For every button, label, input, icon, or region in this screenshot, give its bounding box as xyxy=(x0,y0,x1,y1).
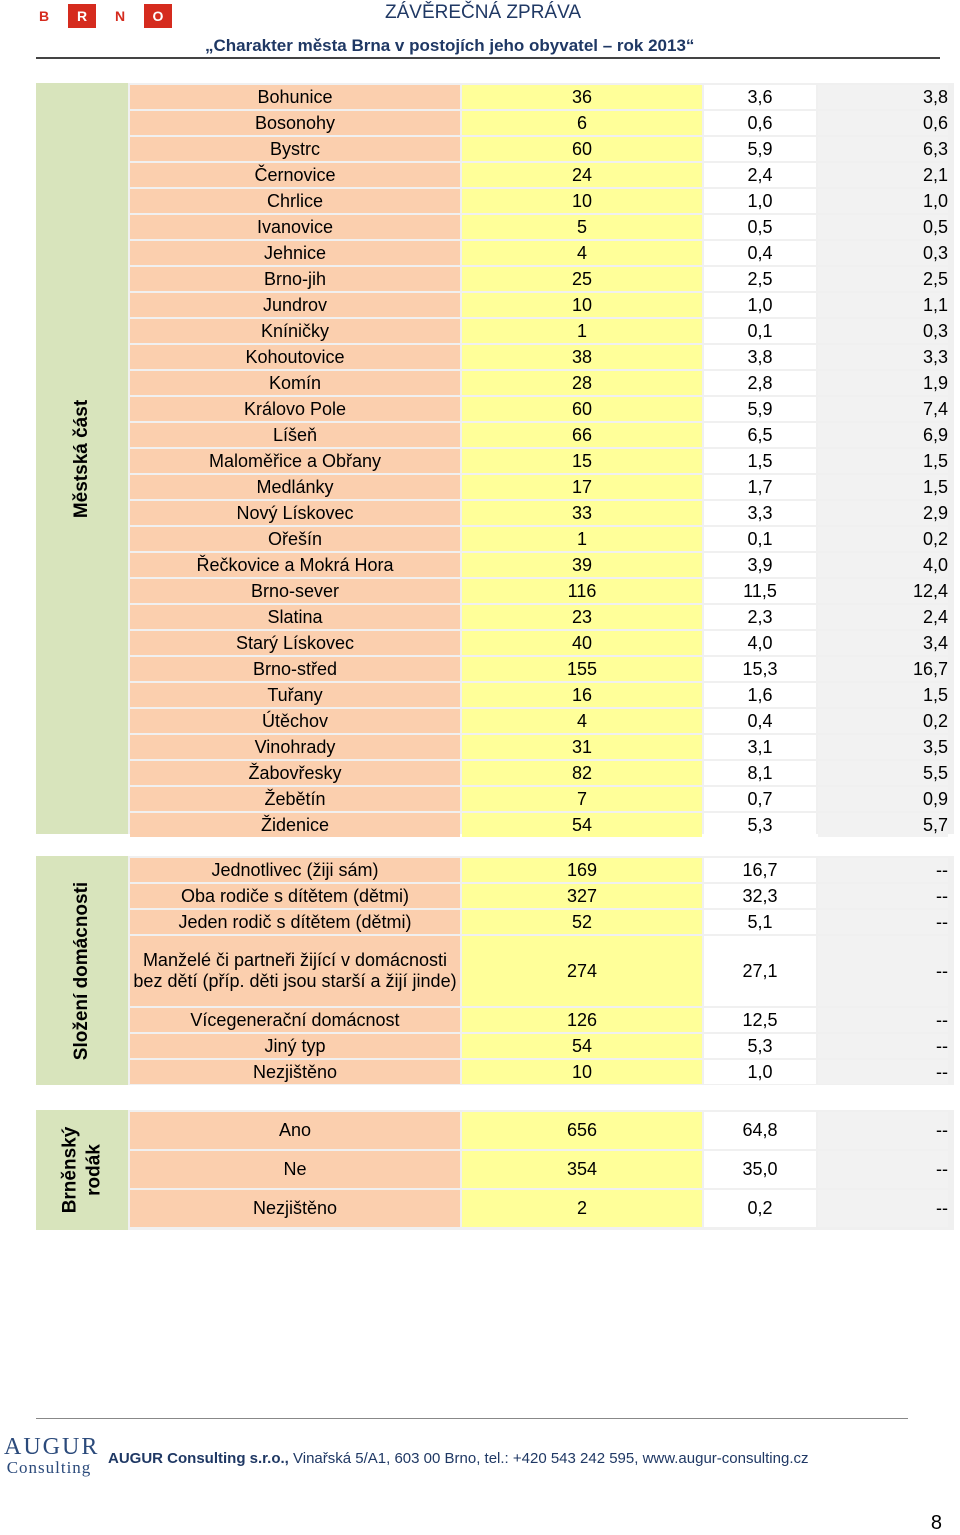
row-label: Kohoutovice xyxy=(130,345,460,369)
table-row xyxy=(130,137,948,161)
reference-value: 2,1 xyxy=(818,163,948,187)
percent-value: 1,7 xyxy=(704,475,816,499)
count-value: 60 xyxy=(462,137,702,161)
table-row xyxy=(130,163,948,187)
side-label-mestska-cast: Městská část xyxy=(71,399,93,518)
table-row xyxy=(130,241,948,265)
row-label: Chrlice xyxy=(130,189,460,213)
percent-value: 5,9 xyxy=(704,397,816,421)
row-label: Starý Lískovec xyxy=(130,631,460,655)
count-value: 16 xyxy=(462,683,702,707)
table-row xyxy=(130,761,948,785)
percent-value: 6,5 xyxy=(704,423,816,447)
percent-value: 0,5 xyxy=(704,215,816,239)
section-slozeni-domacnosti xyxy=(36,856,954,1085)
logo-letter-o: O xyxy=(144,4,172,28)
percent-value: 8,1 xyxy=(704,761,816,785)
table-row xyxy=(130,910,948,934)
table-row xyxy=(130,111,948,135)
count-value: 40 xyxy=(462,631,702,655)
reference-value: 16,7 xyxy=(818,657,948,681)
table-row xyxy=(130,579,948,603)
count-value: 10 xyxy=(462,189,702,213)
table-row xyxy=(130,605,948,629)
report-title: ZÁVĚREČNÁ ZPRÁVA xyxy=(385,2,582,23)
percent-value: 35,0 xyxy=(704,1151,816,1188)
table-row xyxy=(130,787,948,811)
count-value: 66 xyxy=(462,423,702,447)
percent-value: 2,4 xyxy=(704,163,816,187)
row-label: Ne xyxy=(130,1151,460,1188)
row-label: Slatina xyxy=(130,605,460,629)
count-value: 2 xyxy=(462,1190,702,1227)
count-value: 6 xyxy=(462,111,702,135)
percent-value: 2,8 xyxy=(704,371,816,395)
table-row xyxy=(130,813,948,837)
row-label: Vinohrady xyxy=(130,735,460,759)
percent-value: 1,0 xyxy=(704,189,816,213)
table-row xyxy=(130,319,948,343)
reference-value: -- xyxy=(818,910,948,934)
row-label: Oba rodiče s dítětem (dětmi) xyxy=(130,884,460,908)
side-label-brnensky-rodak: Brněnský rodák xyxy=(58,1126,104,1214)
row-label: Černovice xyxy=(130,163,460,187)
percent-value: 0,2 xyxy=(704,1190,816,1227)
table-row xyxy=(130,423,948,447)
percent-value: 1,0 xyxy=(704,1060,816,1084)
household-table xyxy=(128,856,950,1086)
percent-value: 27,1 xyxy=(704,936,816,1006)
reference-value: 0,5 xyxy=(818,215,948,239)
reference-value: 3,5 xyxy=(818,735,948,759)
reference-value: 1,5 xyxy=(818,475,948,499)
table-row xyxy=(130,189,948,213)
table-row xyxy=(130,553,948,577)
percent-value: 3,6 xyxy=(704,85,816,109)
reference-value: 2,9 xyxy=(818,501,948,525)
percent-value: 3,9 xyxy=(704,553,816,577)
row-label: Útěchov xyxy=(130,709,460,733)
row-label: Bosonohy xyxy=(130,111,460,135)
reference-value: 6,9 xyxy=(818,423,948,447)
row-label: Brno-sever xyxy=(130,579,460,603)
logo-letter-r: R xyxy=(68,4,96,28)
percent-value: 3,1 xyxy=(704,735,816,759)
count-value: 1 xyxy=(462,319,702,343)
count-value: 23 xyxy=(462,605,702,629)
section-brnensky-rodak xyxy=(36,1110,954,1230)
row-label: Ořešín xyxy=(130,527,460,551)
count-value: 354 xyxy=(462,1151,702,1188)
reference-value: 1,9 xyxy=(818,371,948,395)
percent-value: 0,6 xyxy=(704,111,816,135)
count-value: 4 xyxy=(462,709,702,733)
count-value: 28 xyxy=(462,371,702,395)
reference-value: -- xyxy=(818,936,948,1006)
footer-divider xyxy=(36,1418,908,1419)
reference-value: 2,5 xyxy=(818,267,948,291)
native-table xyxy=(128,1110,950,1229)
row-label: Brno-střed xyxy=(130,657,460,681)
percent-value: 3,3 xyxy=(704,501,816,525)
table-row xyxy=(130,1190,948,1227)
reference-value: 2,4 xyxy=(818,605,948,629)
side-label-slozeni-domacnosti: Složení domácnosti xyxy=(71,881,93,1060)
count-value: 24 xyxy=(462,163,702,187)
reference-value: 0,3 xyxy=(818,241,948,265)
table-row xyxy=(130,345,948,369)
table-row xyxy=(130,527,948,551)
percent-value: 0,1 xyxy=(704,319,816,343)
row-label: Maloměřice a Obřany xyxy=(130,449,460,473)
row-label: Bohunice xyxy=(130,85,460,109)
percent-value: 5,9 xyxy=(704,137,816,161)
table-row xyxy=(130,1060,948,1084)
reference-value: 0,2 xyxy=(818,527,948,551)
row-label: Bystrc xyxy=(130,137,460,161)
count-value: 4 xyxy=(462,241,702,265)
augur-logo: AUGUR Consulting xyxy=(4,1434,100,1477)
row-label: Nezjištěno xyxy=(130,1060,460,1084)
count-value: 38 xyxy=(462,345,702,369)
footer-address: Vinařská 5/A1, 603 00 Brno, tel.: +420 543 242 595, www.augur-consulting.cz xyxy=(288,1450,809,1467)
row-label: Královo Pole xyxy=(130,397,460,421)
percent-value: 5,1 xyxy=(704,910,816,934)
count-value: 5 xyxy=(462,215,702,239)
count-value: 656 xyxy=(462,1112,702,1149)
row-label: Komín xyxy=(130,371,460,395)
reference-value: 0,6 xyxy=(818,111,948,135)
reference-value: -- xyxy=(818,884,948,908)
count-value: 327 xyxy=(462,884,702,908)
table-row xyxy=(130,371,948,395)
table-row xyxy=(130,884,948,908)
count-value: 54 xyxy=(462,1034,702,1058)
reference-value: 12,4 xyxy=(818,579,948,603)
percent-value: 16,7 xyxy=(704,858,816,882)
row-label: Jundrov xyxy=(130,293,460,317)
percent-value: 5,3 xyxy=(704,813,816,837)
row-label: Manželé či partneři žijící v domácnosti bez dětí (příp. děti jsou starší a žijí jinde) xyxy=(130,936,460,1006)
row-label: Jeden rodič s dítětem (dětmi) xyxy=(130,910,460,934)
count-value: 126 xyxy=(462,1008,702,1032)
percent-value: 32,3 xyxy=(704,884,816,908)
reference-value: 0,3 xyxy=(818,319,948,343)
row-label: Žebětín xyxy=(130,787,460,811)
reference-value: 0,9 xyxy=(818,787,948,811)
percent-value: 0,7 xyxy=(704,787,816,811)
table-row xyxy=(130,858,948,882)
row-label: Vícegenerační domácnost xyxy=(130,1008,460,1032)
table-row xyxy=(130,85,948,109)
footer-contact xyxy=(108,1450,808,1467)
percent-value: 0,1 xyxy=(704,527,816,551)
table-row xyxy=(130,683,948,707)
percent-value: 1,5 xyxy=(704,449,816,473)
percent-value: 5,3 xyxy=(704,1034,816,1058)
row-label: Kníničky xyxy=(130,319,460,343)
reference-value: 1,5 xyxy=(818,449,948,473)
table-row xyxy=(130,1034,948,1058)
table-row xyxy=(130,1112,948,1149)
table-row xyxy=(130,397,948,421)
reference-value: -- xyxy=(818,1060,948,1084)
percent-value: 1,6 xyxy=(704,683,816,707)
reference-value: 3,4 xyxy=(818,631,948,655)
percent-value: 64,8 xyxy=(704,1112,816,1149)
report-subtitle: „Charakter města Brna v postojích jeho obyvatel – rok 2013“ xyxy=(205,36,695,55)
reference-value: -- xyxy=(818,1034,948,1058)
reference-value: 5,5 xyxy=(818,761,948,785)
row-label: Nezjištěno xyxy=(130,1190,460,1227)
table-row xyxy=(130,267,948,291)
reference-value: -- xyxy=(818,1112,948,1149)
table-row xyxy=(130,293,948,317)
row-label: Medlánky xyxy=(130,475,460,499)
reference-value: 3,3 xyxy=(818,345,948,369)
reference-value: 1,0 xyxy=(818,189,948,213)
count-value: 1 xyxy=(462,527,702,551)
percent-value: 4,0 xyxy=(704,631,816,655)
count-value: 54 xyxy=(462,813,702,837)
count-value: 25 xyxy=(462,267,702,291)
logo-letter-n: N xyxy=(106,4,134,28)
row-label: Tuřany xyxy=(130,683,460,707)
table-row xyxy=(130,657,948,681)
percent-value: 1,0 xyxy=(704,293,816,317)
brno-logo xyxy=(30,4,172,28)
percent-value: 0,4 xyxy=(704,241,816,265)
row-label: Řečkovice a Mokrá Hora xyxy=(130,553,460,577)
percent-value: 3,8 xyxy=(704,345,816,369)
reference-value: -- xyxy=(818,858,948,882)
count-value: 274 xyxy=(462,936,702,1006)
reference-value: 4,0 xyxy=(818,553,948,577)
count-value: 17 xyxy=(462,475,702,499)
count-value: 39 xyxy=(462,553,702,577)
row-label: Židenice xyxy=(130,813,460,837)
count-value: 33 xyxy=(462,501,702,525)
table-row xyxy=(130,501,948,525)
count-value: 10 xyxy=(462,1060,702,1084)
percent-value: 0,4 xyxy=(704,709,816,733)
row-label: Jehnice xyxy=(130,241,460,265)
row-label: Nový Lískovec xyxy=(130,501,460,525)
section-mestska-cast xyxy=(36,83,954,834)
count-value: 10 xyxy=(462,293,702,317)
count-value: 52 xyxy=(462,910,702,934)
row-label: Žabovřesky xyxy=(130,761,460,785)
reference-value: 1,5 xyxy=(818,683,948,707)
reference-value: 7,4 xyxy=(818,397,948,421)
table-row xyxy=(130,475,948,499)
count-value: 7 xyxy=(462,787,702,811)
footer-company: AUGUR Consulting s.r.o., xyxy=(108,1450,289,1467)
reference-value: -- xyxy=(818,1151,948,1188)
count-value: 31 xyxy=(462,735,702,759)
count-value: 82 xyxy=(462,761,702,785)
count-value: 60 xyxy=(462,397,702,421)
row-label: Jiný typ xyxy=(130,1034,460,1058)
reference-value: 6,3 xyxy=(818,137,948,161)
percent-value: 15,3 xyxy=(704,657,816,681)
percent-value: 12,5 xyxy=(704,1008,816,1032)
reference-value: -- xyxy=(818,1008,948,1032)
table-row xyxy=(130,735,948,759)
count-value: 36 xyxy=(462,85,702,109)
count-value: 169 xyxy=(462,858,702,882)
percent-value: 11,5 xyxy=(704,579,816,603)
count-value: 15 xyxy=(462,449,702,473)
table-row xyxy=(130,449,948,473)
percent-value: 2,5 xyxy=(704,267,816,291)
reference-value: 0,2 xyxy=(818,709,948,733)
count-value: 155 xyxy=(462,657,702,681)
table-row xyxy=(130,1008,948,1032)
row-label: Ano xyxy=(130,1112,460,1149)
logo-letter-b: B xyxy=(30,4,58,28)
table-row xyxy=(130,709,948,733)
table-row xyxy=(130,936,948,1006)
row-label: Ivanovice xyxy=(130,215,460,239)
reference-value: -- xyxy=(818,1190,948,1227)
count-value: 116 xyxy=(462,579,702,603)
row-label: Jednotlivec (žiji sám) xyxy=(130,858,460,882)
percent-value: 2,3 xyxy=(704,605,816,629)
table-row xyxy=(130,631,948,655)
district-table xyxy=(128,83,950,839)
row-label: Brno-jih xyxy=(130,267,460,291)
table-row xyxy=(130,215,948,239)
reference-value: 3,8 xyxy=(818,85,948,109)
reference-value: 1,1 xyxy=(818,293,948,317)
row-label: Líšeň xyxy=(130,423,460,447)
header-divider xyxy=(36,57,940,59)
table-row xyxy=(130,1151,948,1188)
page-number: 8 xyxy=(930,1512,942,1534)
reference-value: 5,7 xyxy=(818,813,948,837)
